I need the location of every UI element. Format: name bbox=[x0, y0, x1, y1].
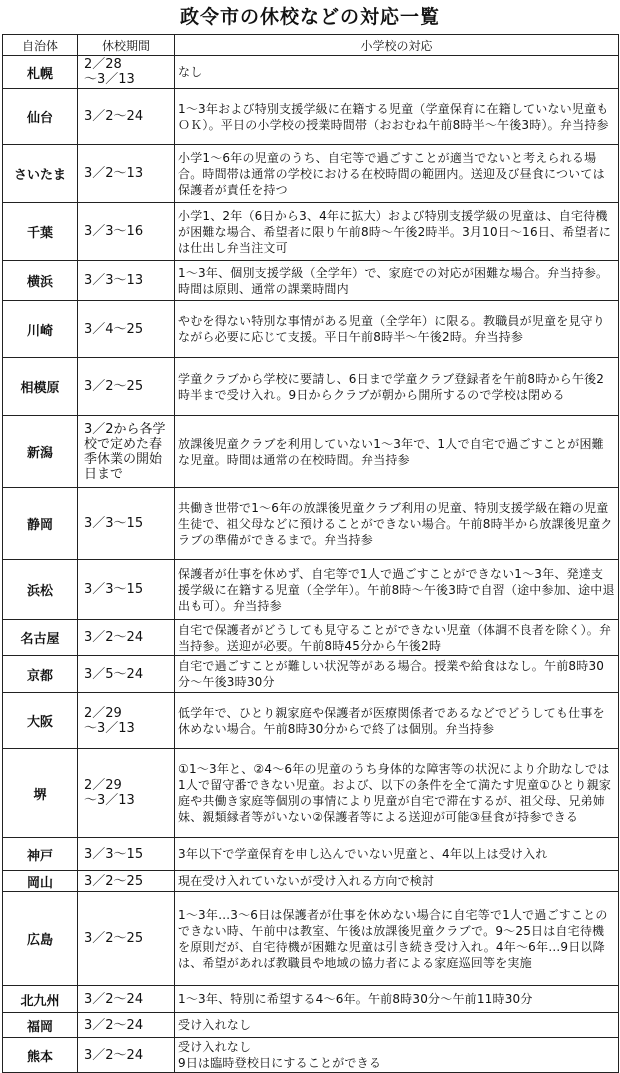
table-row bbox=[3, 892, 619, 986]
period-cell: 2／29 ～3／13 bbox=[78, 693, 175, 749]
table-row bbox=[3, 358, 619, 416]
period-cell: 3／2～24 bbox=[78, 89, 175, 145]
period-cell: 3／5～24 bbox=[78, 656, 175, 693]
response-cell: 受け入れなし bbox=[175, 1013, 619, 1038]
period-cell: 3／2～25 bbox=[78, 871, 175, 892]
period-cell: 3／3～13 bbox=[78, 261, 175, 301]
response-cell: 1～3年…3～6日は保護者が仕事を休めない場合に自宅等で1人で過ごすことのできない時、午前中は教室、午後は放課後児童クラブで。9～25日は自宅待機を原則だが、自宅待機が困難な児童は引き続き受け入れ。4年～6年…9日以降は、希望があれば教職員や地域の協力者による家庭巡回等を実施 bbox=[175, 892, 619, 986]
municipality-cell: 相模原 bbox=[3, 358, 78, 416]
response-cell: 1～3年、個別支援学級（全学年）で、家庭での対応が困難な場合。弁当持参。時間は原則、通常の課業時間内 bbox=[175, 261, 619, 301]
response-cell: 受け入れなし 9日は臨時登校日にすることができる bbox=[175, 1038, 619, 1073]
period-cell: 3／2～24 bbox=[78, 1013, 175, 1038]
period-cell: 2／29 ～3／13 bbox=[78, 749, 175, 838]
header-municipality: 自治体 bbox=[3, 35, 78, 56]
period-cell: 3／2～25 bbox=[78, 358, 175, 416]
table-row bbox=[3, 656, 619, 693]
table-row bbox=[3, 693, 619, 749]
municipality-cell: 大阪 bbox=[3, 693, 78, 749]
response-cell: 自宅で保護者がどうしても見守ることができない児童（体調不良者を除く）。弁当持参。送迎が必要。午前8時45分から午後2時 bbox=[175, 620, 619, 656]
period-cell: 3／3～15 bbox=[78, 560, 175, 620]
table-row bbox=[3, 301, 619, 358]
table-header-row bbox=[3, 35, 619, 56]
municipality-cell: 横浜 bbox=[3, 261, 78, 301]
period-cell: 3／2～24 bbox=[78, 986, 175, 1013]
response-table bbox=[2, 34, 619, 1073]
table-row bbox=[3, 56, 619, 89]
period-cell: 3／3～15 bbox=[78, 488, 175, 560]
municipality-cell: 仙台 bbox=[3, 89, 78, 145]
response-cell: 放課後児童クラブを利用していない1～3年で、1人で自宅で過ごすことが困難な児童。時間は通常の在校時間。弁当持参 bbox=[175, 416, 619, 488]
page-title: 政令市の休校などの対応一覧 bbox=[179, 6, 440, 28]
response-cell: 1～3年および特別支援学級に在籍する児童（学童保育に在籍していない児童もＯＫ）。平日の小学校の授業時間帯（おおむね午前8時半～午後3時）。弁当持参 bbox=[175, 89, 619, 145]
response-cell: 小学1～6年の児童のうち、自宅等で過ごすことが適当でないと考えられる場合。時間帯は通常の学校における在校時間の範囲内。送迎及び昼食については保護者が責任を持つ bbox=[175, 145, 619, 203]
municipality-cell: 岡山 bbox=[3, 871, 78, 892]
period-cell: 3／3～16 bbox=[78, 203, 175, 261]
municipality-cell: さいたま bbox=[3, 145, 78, 203]
table-row bbox=[3, 1013, 619, 1038]
municipality-cell: 千葉 bbox=[3, 203, 78, 261]
table-row bbox=[3, 986, 619, 1013]
response-cell: 小学1、2年（6日から3、4年に拡大）および特別支援学級の児童は、自宅待機が困難な場合、希望者に限り午前8時～午後2時半。3月10日～16日、希望者には仕出し弁当注文可 bbox=[175, 203, 619, 261]
response-cell: 低学年で、ひとり親家庭や保護者が医療関係者であるなどでどうしても仕事を休めない場合。午前8時30分からで終了は個別。弁当持参 bbox=[175, 693, 619, 749]
response-cell: 3年以下で学童保育を申し込んでいない児童と、4年以上は受け入れ bbox=[175, 838, 619, 871]
municipality-cell: 京都 bbox=[3, 656, 78, 693]
table-row bbox=[3, 1038, 619, 1073]
municipality-cell: 福岡 bbox=[3, 1013, 78, 1038]
municipality-cell: 浜松 bbox=[3, 560, 78, 620]
municipality-cell: 広島 bbox=[3, 892, 78, 986]
table-row bbox=[3, 749, 619, 838]
header-closure-period: 休校期間 bbox=[78, 35, 175, 56]
municipality-cell: 川崎 bbox=[3, 301, 78, 358]
period-cell: 3／2～13 bbox=[78, 145, 175, 203]
period-cell: 3／4～25 bbox=[78, 301, 175, 358]
response-cell: 自宅で過ごすことが難しい状況等がある場合。授業や給食はなし。午前8時30分～午後3時30分 bbox=[175, 656, 619, 693]
response-cell: 保護者が仕事を休めず、自宅等で1人で過ごすことができない1～3年、発達支援学級に在籍する児童（全学年）。午前8時～午後3時で自習（途中参加、途中退出も可）。弁当持参 bbox=[175, 560, 619, 620]
period-cell: 2／28 ～3／13 bbox=[78, 56, 175, 89]
table-row bbox=[3, 620, 619, 656]
table-row bbox=[3, 488, 619, 560]
municipality-cell: 堺 bbox=[3, 749, 78, 838]
table-row bbox=[3, 89, 619, 145]
period-cell: 3／2～24 bbox=[78, 620, 175, 656]
period-cell: 3／3～15 bbox=[78, 838, 175, 871]
table-row bbox=[3, 871, 619, 892]
response-cell: 1～3年、特別に希望する4～6年。午前8時30分～午前11時30分 bbox=[175, 986, 619, 1013]
period-cell: 3／2～25 bbox=[78, 892, 175, 986]
municipality-cell: 北九州 bbox=[3, 986, 78, 1013]
municipality-cell: 名古屋 bbox=[3, 620, 78, 656]
response-cell: ①1～3年と、②4～6年の児童のうち身体的な障害等の状況により介助なしでは1人で留守番できない児童。および、以下の条件を全て満たす児童①ひとり親家庭や共働き家庭等個別の事情により児童が自宅で滞在するが、祖父母、兄弟姉妹、親類縁者等がいない②保護者等による送迎が可能③昼食が持参できる bbox=[175, 749, 619, 838]
table-row bbox=[3, 203, 619, 261]
response-cell: 共働き世帯で1～6年の放課後児童クラブ利用の児童、特別支援学級在籍の児童生徒で、祖父母などに預けることができない場合。午前8時半から放課後児童クラブの準備ができるまで。弁当持参 bbox=[175, 488, 619, 560]
response-cell: 現在受け入れていないが受け入れる方向で検討 bbox=[175, 871, 619, 892]
table-row bbox=[3, 416, 619, 488]
municipality-cell: 新潟 bbox=[3, 416, 78, 488]
table-row bbox=[3, 560, 619, 620]
municipality-cell: 札幌 bbox=[3, 56, 78, 89]
table-row bbox=[3, 838, 619, 871]
municipality-cell: 静岡 bbox=[3, 488, 78, 560]
response-cell: やむを得ない特別な事情がある児童（全学年）に限る。教職員が児童を見守りながら必要に応じて支援。平日午前8時半～午後2時。弁当持参 bbox=[175, 301, 619, 358]
municipality-cell: 熊本 bbox=[3, 1038, 78, 1073]
response-cell: 学童クラブから学校に要請し、6日まで学童クラブ登録者を午前8時から午後2時半まで受け入れ。9日からクラブが朝から開所するので学校は閉める bbox=[175, 358, 619, 416]
period-cell: 3／2から各学校で定めた春季休業の開始日まで bbox=[78, 416, 175, 488]
municipality-cell: 神戸 bbox=[3, 838, 78, 871]
table-row bbox=[3, 145, 619, 203]
response-cell: なし bbox=[175, 56, 619, 89]
period-cell: 3／2～24 bbox=[78, 1038, 175, 1073]
header-elementary-response: 小学校の対応 bbox=[175, 35, 619, 56]
table-row bbox=[3, 261, 619, 301]
